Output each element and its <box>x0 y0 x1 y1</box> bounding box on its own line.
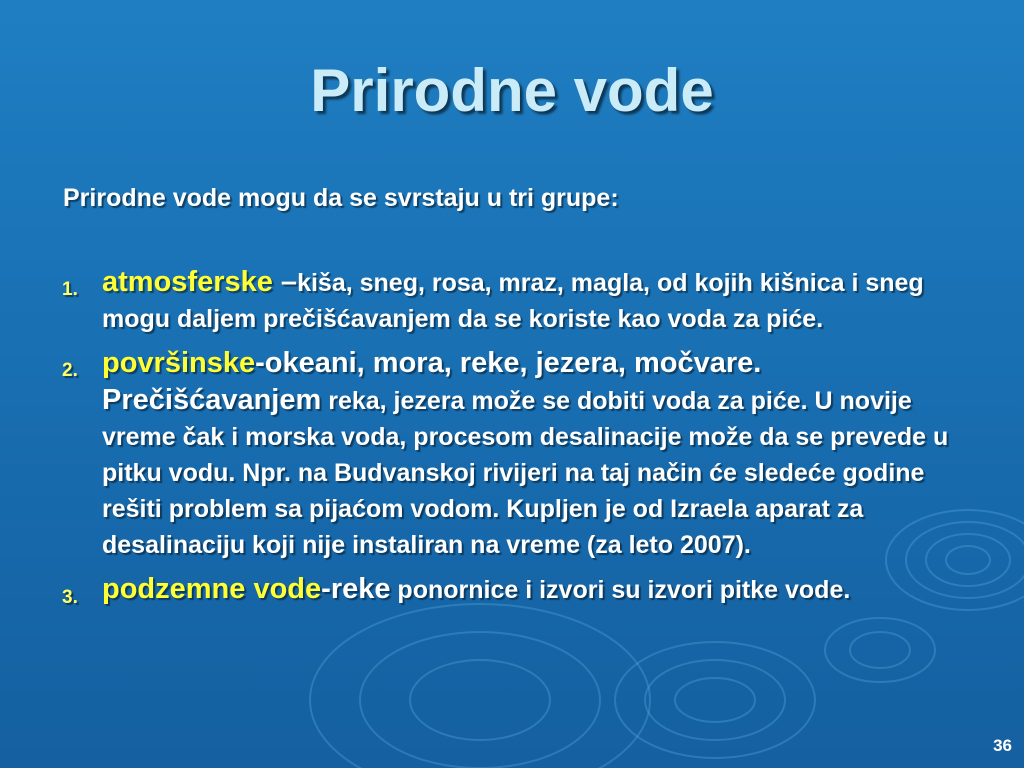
page-number: 36 <box>993 736 1012 755</box>
list-item <box>58 347 958 565</box>
list-item <box>58 266 958 339</box>
list-number: 3. <box>62 587 78 608</box>
water-groups-list <box>58 266 958 618</box>
item-highlight: atmosferske <box>102 266 273 298</box>
item-emphasis: – <box>272 266 298 298</box>
item-emphasis: -reke <box>321 573 391 605</box>
item-text: kiša, sneg, rosa, mraz, magla, od kojih kišnica i sneg mogu daljem prečišćavanjem da se koriste kao voda za piće. <box>102 269 924 333</box>
list-number: 1. <box>62 279 78 300</box>
intro-text: Prirodne vode mogu da se svrstaju u tri grupe: <box>63 184 619 212</box>
slide-title: Prirodne vode <box>310 57 714 124</box>
list-number: 2. <box>62 360 78 381</box>
item-highlight: podzemne vode <box>102 573 322 605</box>
item-highlight: površinske <box>102 347 256 379</box>
item-text: ponornice i izvori su izvori pitke vode. <box>390 576 851 604</box>
item-text: reka, jezera može se dobiti voda za piće. U novije vreme čak i morska voda, procesom desalinacije može da se prevede u pitku vodu. Npr. na Budvanskoj rivijeri na taj način će sledeće godine rešiti problem sa pijaćom vodom. Kupljen je od Izraela aparat za desalinaciju koji nije instaliran na vreme (za leto 2007). <box>102 387 949 559</box>
list-item <box>58 573 958 610</box>
item-emphasis: -okeani, mora, reke, jezera, močvare. Prečišćavanjem <box>102 347 762 416</box>
